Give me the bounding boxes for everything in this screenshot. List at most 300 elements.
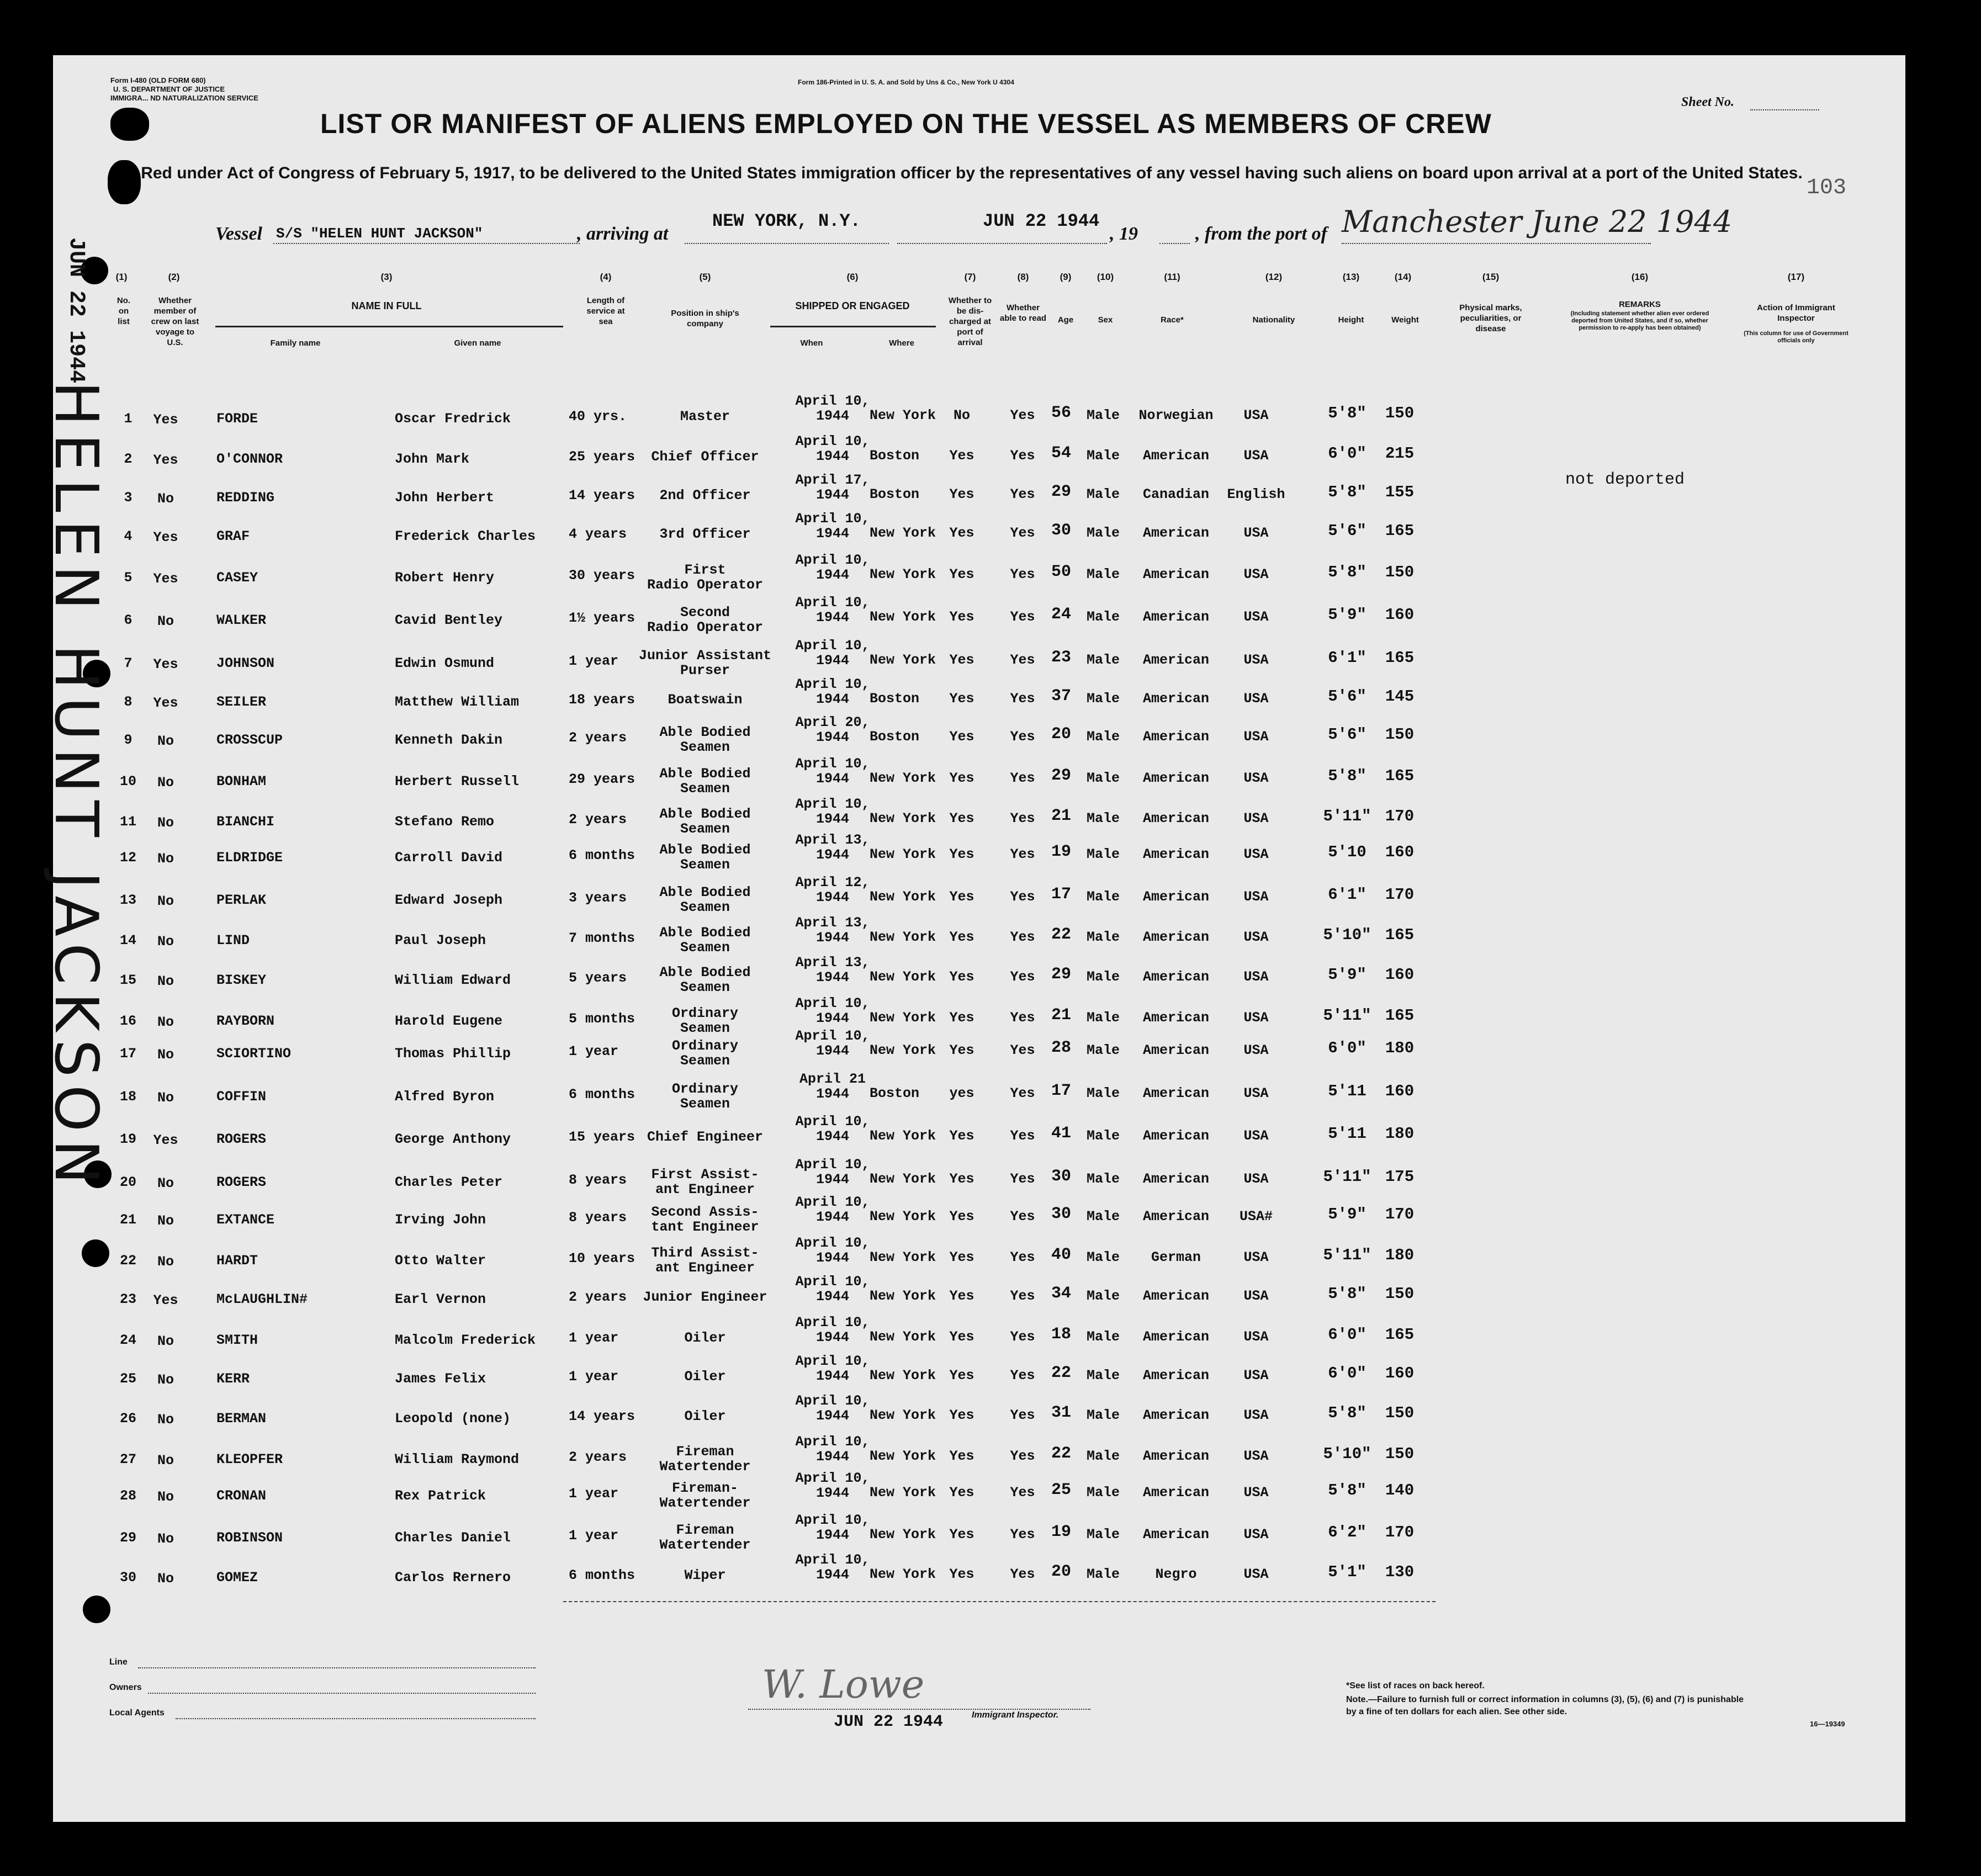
family-name: GRAF [216, 528, 250, 544]
header-nationality: Nationality [1252, 315, 1295, 325]
position [659, 925, 750, 955]
nationality: USA [1243, 691, 1269, 707]
height: 6'0" [1328, 1326, 1366, 1344]
position [639, 648, 771, 678]
row-number: 10 [119, 773, 137, 789]
height: 5'11" [1323, 1168, 1371, 1186]
family-name: BONHAM [216, 773, 267, 789]
service-length: 2 years [569, 812, 627, 828]
service-length: 8 years [569, 1172, 627, 1188]
weight: 165 [1385, 926, 1415, 944]
last-voyage: No [157, 1047, 174, 1063]
shipped-where: New York [870, 525, 936, 541]
position-line: Watertender [659, 1495, 751, 1511]
when-date: April 10, [795, 638, 870, 654]
inspector-label: Immigrant Inspector. [972, 1710, 1059, 1720]
sex: Male [1086, 889, 1120, 905]
page-title: LIST OR MANIFEST OF ALIENS EMPLOYED ON THE VESSEL AS MEMBERS OF CREW [320, 108, 1492, 139]
arriving-underline [685, 243, 889, 244]
shipped-when [795, 756, 870, 786]
discharged: Yes [949, 770, 974, 786]
sex: Male [1086, 486, 1120, 502]
row-number: 4 [124, 528, 133, 544]
shipped-where: New York [870, 770, 936, 786]
given-name: Carroll David [395, 850, 503, 866]
last-voyage: No [157, 733, 174, 749]
given-name: Edward Joseph [395, 892, 503, 908]
service-length: 8 years [569, 1210, 627, 1226]
height: 5'8" [1328, 767, 1366, 785]
nationality: USA [1243, 1171, 1269, 1187]
family-name: ELDRIDGE [216, 850, 283, 866]
header-physical: Physical marks, peculiarities, or disease [1459, 303, 1522, 333]
position [672, 1038, 738, 1068]
when-date: April 13, [795, 915, 870, 931]
age: 18 [1051, 1325, 1072, 1344]
col-num-10: (10) [1097, 272, 1114, 282]
nationality: USA [1243, 407, 1269, 423]
last-voyage: No [157, 815, 174, 831]
ink-blot [110, 108, 149, 141]
position-line: Fireman [676, 1444, 734, 1460]
weight: 150 [1385, 725, 1415, 744]
last-voyage: Yes [153, 1292, 178, 1308]
when-date: April 10, [795, 1235, 870, 1251]
position-line: Seamen [680, 857, 730, 873]
shipped-when [795, 797, 870, 826]
given-name: Oscar Fredrick [395, 411, 511, 427]
when-date: April 12, [795, 875, 870, 891]
able-to-read: Yes [1010, 486, 1035, 502]
discharged: Yes [949, 1128, 974, 1144]
service-length: 25 years [569, 449, 635, 465]
position [651, 1246, 759, 1275]
last-voyage: No [157, 1489, 174, 1505]
last-voyage: No [157, 1213, 174, 1229]
height: 6'2" [1328, 1523, 1366, 1541]
able-to-read: Yes [1010, 846, 1035, 862]
last-voyage: No [157, 893, 174, 909]
age: 29 [1051, 766, 1072, 785]
last-voyage: No [157, 851, 174, 867]
family-name: SEILER [216, 694, 267, 710]
given-name: Cavid Bentley [395, 612, 503, 628]
shipped-where: New York [870, 846, 936, 862]
position: Oiler [684, 1408, 726, 1424]
last-voyage: No [157, 1014, 174, 1030]
printer-line: Form 186-Printed in U. S. A. and Sold by Uns & Co., New York U 4304 [798, 78, 1014, 86]
service-length: 1 year [569, 1486, 619, 1502]
when-year: 1944 [815, 1209, 849, 1225]
discharged: Yes [949, 929, 974, 945]
given-name: Herbert Russell [395, 773, 520, 789]
able-to-read: Yes [1010, 1128, 1035, 1144]
given-name: Frederick Charles [395, 528, 536, 544]
able-to-read: Yes [1010, 1042, 1035, 1058]
able-to-read: Yes [1010, 448, 1035, 464]
nationality: USA [1243, 810, 1269, 826]
given-name: Charles Peter [395, 1174, 503, 1190]
last-voyage: Yes [153, 412, 178, 428]
row-number: 23 [119, 1291, 137, 1307]
shipped-when [795, 553, 870, 582]
header-age: Age [1057, 315, 1074, 325]
sex: Male [1086, 1010, 1120, 1026]
inspector-signature: W. Lowe [762, 1662, 925, 1707]
position [672, 1082, 738, 1111]
last-voyage: No [157, 1571, 174, 1587]
arriving-port: NEW YORK, N.Y. [712, 211, 861, 231]
family-name: SMITH [216, 1332, 258, 1348]
discharged: Yes [949, 1527, 974, 1543]
able-to-read: Yes [1010, 1448, 1035, 1464]
weight: 150 [1385, 563, 1415, 581]
shipped-when [795, 1434, 870, 1464]
race: American [1142, 1329, 1210, 1345]
race: American [1142, 810, 1210, 826]
sex: Male [1086, 1288, 1120, 1304]
shipped-where: Boston [870, 448, 920, 464]
header-height: Height [1338, 315, 1364, 325]
nationality: USA [1243, 1407, 1269, 1423]
given-name: James Felix [395, 1371, 486, 1387]
age: 20 [1051, 725, 1072, 744]
able-to-read: Yes [1010, 1288, 1035, 1304]
position [659, 965, 750, 995]
sex: Male [1086, 448, 1120, 464]
row-number: 1 [124, 411, 133, 427]
weight: 165 [1385, 649, 1415, 667]
height: 5'11 [1328, 1082, 1366, 1100]
shipped-when [795, 833, 870, 862]
position-line: First [684, 562, 726, 578]
when-year: 1944 [815, 1449, 849, 1465]
last-voyage: No [157, 1453, 174, 1469]
height: 5'8" [1328, 1285, 1366, 1303]
header-sex: Sex [1098, 315, 1113, 325]
position-line: Third Assist- [651, 1245, 759, 1261]
given-name: Leopold (none) [395, 1411, 511, 1427]
service-length: 6 months [569, 1567, 635, 1583]
shipped-where: New York [870, 1288, 936, 1304]
row-number: 25 [119, 1371, 137, 1387]
col-num-13: (13) [1342, 272, 1360, 282]
race: American [1142, 691, 1210, 707]
row-number: 16 [119, 1013, 137, 1029]
weight: 150 [1385, 1285, 1415, 1303]
service-length: 7 months [569, 930, 635, 946]
position-line: Fireman- [671, 1480, 739, 1496]
given-name: Earl Vernon [395, 1291, 486, 1307]
able-to-read: Yes [1010, 609, 1035, 625]
when-year: 1944 [815, 526, 849, 542]
family-name: ROGERS [216, 1174, 267, 1190]
family-name: KLEOPFER [216, 1451, 283, 1467]
col-num-17: (17) [1787, 272, 1805, 282]
page-mark: 103 [1807, 176, 1847, 200]
shipped-where: New York [870, 1042, 936, 1058]
name-divider [215, 326, 563, 327]
when-year: 1944 [815, 930, 849, 946]
able-to-read: Yes [1010, 969, 1035, 985]
position-line: Seamen [680, 739, 730, 755]
sex: Male [1086, 652, 1120, 668]
nationality: USA [1243, 1288, 1269, 1304]
family-name: CASEY [216, 570, 258, 586]
position: Chief Engineer [647, 1129, 764, 1145]
race: American [1142, 1407, 1210, 1423]
col-num-12: (12) [1265, 272, 1283, 282]
col-num-15: (15) [1482, 272, 1500, 282]
row-number: 24 [119, 1332, 137, 1348]
shipped-where: New York [870, 407, 936, 423]
position: Junior Engineer [643, 1289, 767, 1305]
age: 56 [1051, 404, 1072, 422]
able-to-read: Yes [1010, 691, 1035, 707]
discharged: Yes [949, 486, 974, 502]
col-num-1: (1) [115, 272, 128, 282]
sex: Male [1086, 929, 1120, 945]
age: 19 [1051, 842, 1072, 861]
age: 22 [1051, 1444, 1072, 1463]
row-number: 19 [119, 1131, 137, 1147]
nationality: USA [1243, 770, 1269, 786]
position-line: Seamen [680, 979, 730, 995]
shipped-where: New York [870, 889, 936, 905]
when-year: 1944 [815, 1368, 849, 1384]
margin-date-stamp: JUN 22 1944 [63, 237, 88, 384]
race: American [1142, 1209, 1210, 1225]
when-date: April 10, [795, 1028, 870, 1044]
line-label: Line [109, 1657, 128, 1667]
nationality: USA [1243, 1448, 1269, 1464]
shipped-where: New York [870, 1010, 936, 1026]
header-action-note: (This column for use of Government officials only [1744, 330, 1848, 344]
shipped-when [795, 955, 870, 985]
race: American [1142, 1485, 1210, 1501]
sex: Male [1086, 1085, 1120, 1101]
service-length: 1 year [569, 1369, 619, 1385]
discharged: No [953, 407, 971, 423]
discharged: Yes [949, 729, 974, 745]
height: 6'0" [1328, 1039, 1366, 1057]
shipped-when [795, 511, 870, 541]
when-date: April 10, [795, 1434, 870, 1450]
family-name: BIANCHI [216, 814, 275, 830]
height: 5'9" [1328, 966, 1366, 984]
col-num-3: (3) [380, 272, 393, 282]
position-line: Ordinary [671, 1038, 739, 1054]
row-number: 11 [119, 814, 137, 830]
position-line: Watertender [659, 1537, 751, 1553]
subtitle [127, 161, 1816, 185]
able-to-read: Yes [1010, 1329, 1035, 1345]
shipped-where: New York [870, 1566, 936, 1582]
given-name: John Herbert [395, 490, 495, 506]
race: American [1142, 889, 1210, 905]
able-to-read: Yes [1010, 566, 1035, 582]
height: 5'6" [1328, 522, 1366, 540]
when-date: April 13, [795, 832, 870, 848]
age: 50 [1051, 563, 1072, 581]
discharged: Yes [949, 566, 974, 582]
penalty-note: Note.—Failure to furnish full or correct information in columns (3), (5), (6) and (7) is punishable by a fine of ten dollars for each alien. See other side. [1346, 1695, 1744, 1716]
age: 22 [1051, 925, 1072, 944]
row-number: 26 [119, 1411, 137, 1427]
punch-hole [83, 1596, 110, 1623]
service-length: 1 year [569, 1528, 619, 1544]
nationality: USA [1243, 1485, 1269, 1501]
height: 5'6" [1328, 725, 1366, 744]
shipped-when [795, 1236, 870, 1265]
when-year: 1944 [815, 1408, 849, 1424]
sex: Male [1086, 1042, 1120, 1058]
weight: 160 [1385, 843, 1415, 861]
shipped-where: Boston [870, 691, 920, 707]
header-when: When [800, 338, 823, 348]
vessel-name: S/S "HELEN HUNT JACKSON" [276, 225, 483, 242]
subtitle-prefix: R [141, 164, 153, 182]
when-year: 1944 [815, 1289, 849, 1305]
shipped-when [795, 1274, 870, 1304]
race: American [1142, 1128, 1210, 1144]
date-underline [897, 243, 1107, 244]
height: 5'8" [1328, 483, 1366, 501]
row-number: 7 [124, 655, 133, 671]
when-date: April 10, [795, 552, 870, 568]
race: American [1142, 1010, 1210, 1026]
last-voyage: Yes [153, 695, 178, 711]
service-length: 2 years [569, 1449, 627, 1465]
from-port: Manchester June 22 1944 [1342, 204, 1733, 239]
given-name: Irving John [395, 1212, 486, 1228]
nationality: USA [1243, 566, 1269, 582]
last-voyage: No [157, 1412, 174, 1428]
able-to-read: Yes [1010, 770, 1035, 786]
when-year: 1944 [815, 1527, 849, 1543]
when-year: 1944 [815, 1043, 849, 1059]
given-name: Alfred Byron [395, 1089, 495, 1105]
position-line: Seamen [680, 1096, 730, 1112]
position-line: ant Engineer [655, 1260, 755, 1276]
height: 5'10" [1323, 926, 1371, 944]
sex: Male [1086, 770, 1120, 786]
when-date: April 17, [795, 472, 870, 488]
discharged: Yes [949, 1329, 974, 1345]
shipped-where: New York [870, 566, 936, 582]
service-length: 5 months [569, 1011, 635, 1027]
position [659, 885, 750, 915]
service-length: 18 years [569, 692, 635, 708]
nationality: USA [1243, 1010, 1269, 1026]
given-name: Carlos Rernero [395, 1570, 511, 1586]
discharged: Yes [949, 1407, 974, 1423]
height: 5'11" [1323, 1246, 1371, 1264]
position-line: Radio Operator [647, 619, 764, 635]
weight: 180 [1385, 1039, 1415, 1057]
weight: 180 [1385, 1246, 1415, 1264]
weight: 150 [1385, 404, 1415, 422]
when-date: April 10, [795, 1194, 870, 1210]
when-date: April 10, [795, 1512, 870, 1528]
position-line: Ordinary [671, 1005, 739, 1021]
col-num-4: (4) [600, 272, 612, 282]
header-given: Given name [454, 338, 501, 348]
family-name: O'CONNOR [216, 451, 283, 467]
age: 17 [1051, 1082, 1072, 1100]
nationality: USA [1243, 729, 1269, 745]
nationality: USA [1243, 929, 1269, 945]
position: Master [680, 409, 730, 425]
header-action: Action of Immigrant Inspector [1757, 303, 1835, 323]
shipped-where: Boston [870, 1085, 920, 1101]
given-name: John Mark [395, 451, 470, 467]
age: 21 [1051, 1006, 1072, 1025]
last-voyage: No [157, 973, 174, 989]
discharged: Yes [949, 1566, 974, 1582]
shipped-where: New York [870, 1171, 936, 1187]
height: 5'9" [1328, 1205, 1366, 1223]
last-voyage: No [157, 1254, 174, 1270]
height: 6'1" [1328, 649, 1366, 667]
when-date: April 10, [795, 796, 870, 812]
when-date: April 10, [795, 1274, 870, 1290]
age: 17 [1051, 885, 1072, 904]
nationality: USA [1243, 609, 1269, 625]
height: 5'10" [1323, 1445, 1371, 1463]
shipped-when [795, 677, 870, 707]
able-to-read: Yes [1010, 1249, 1035, 1265]
nationality: USA [1243, 1329, 1269, 1345]
when-year: 1944 [815, 448, 849, 464]
last-voyage: No [157, 775, 174, 791]
shipped-when [795, 1471, 870, 1501]
when-date: April 10, [795, 995, 870, 1011]
last-voyage: No [157, 491, 174, 507]
sex: Male [1086, 1329, 1120, 1345]
row-number: 2 [124, 451, 133, 467]
service-length: 4 years [569, 526, 627, 542]
weight: 160 [1385, 966, 1415, 984]
shipped-where: New York [870, 1128, 936, 1144]
position-line: Able Bodied [659, 806, 751, 822]
family-name: ROBINSON [216, 1530, 283, 1546]
given-name: Thomas Phillip [395, 1046, 511, 1062]
able-to-read: Yes [1010, 652, 1035, 668]
age: 25 [1051, 1481, 1072, 1499]
position: Boatswain [668, 692, 743, 708]
sex: Male [1086, 1368, 1120, 1384]
position-line: Able Bodied [659, 925, 751, 941]
service-length: 1½ years [569, 610, 635, 626]
given-name: Stefano Remo [395, 814, 495, 830]
header-discharged: Whether to be dis-charged at port of arrival [948, 296, 992, 347]
family-name: KERR [216, 1371, 250, 1387]
position [659, 1481, 750, 1511]
height: 5'11" [1323, 807, 1371, 825]
position [659, 725, 750, 755]
col-num-5: (5) [699, 272, 711, 282]
arriving-label: , arriving at [577, 224, 669, 244]
nationality: USA# [1239, 1209, 1273, 1225]
discharged: Yes [949, 1368, 974, 1384]
nationality: USA [1243, 969, 1269, 985]
age: 31 [1051, 1403, 1072, 1422]
row-number: 9 [124, 732, 133, 748]
when-year: 1944 [815, 567, 849, 583]
position-line: Seamen [680, 1020, 730, 1036]
nationality: USA [1243, 1368, 1269, 1384]
